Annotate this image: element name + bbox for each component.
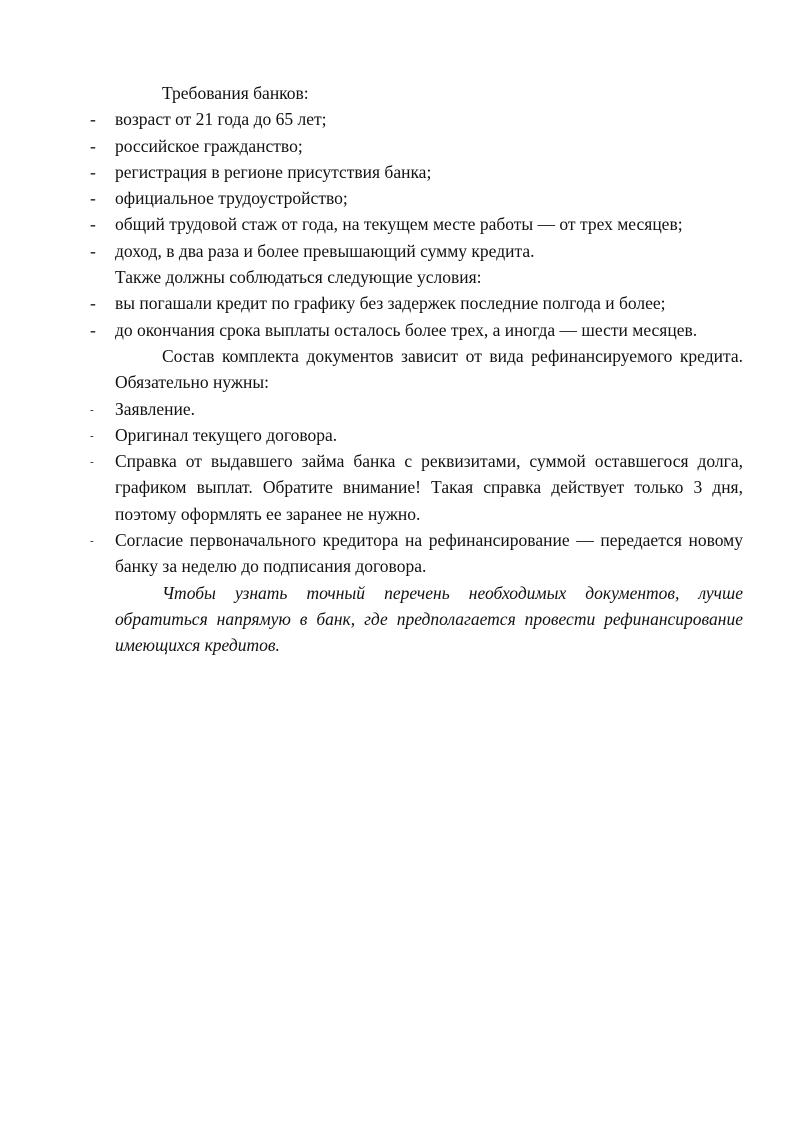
list-item: - регистрация в регионе присутствия банка; [115, 159, 743, 185]
conditions-heading: Также должны соблюдаться следующие условия: [115, 267, 482, 288]
list-item: - до окончания срока выплаты осталось более трех, а иногда — шести месяцев. [115, 317, 743, 343]
documents-intro: Состав комплекта документов зависит от вида рефинансируемого кредита. Обязательно нужны: [115, 345, 743, 393]
documents-list [115, 396, 743, 580]
list-item: - Согласие первоначального кредитора на рефинансирование — передается новому банку за неделю до подписания договора. [115, 527, 743, 580]
bank-requirements-heading: Требования банков: [162, 83, 309, 103]
list-item: - официальное трудоустройство; [115, 185, 743, 211]
document-page [115, 80, 743, 659]
list-item: - Справка от выдавшего займа банка с реквизитами, суммой оставшегося долга, графиком выплат. Обратите внимание! Такая справка действует только 3 дня, поэтому оформлять ее заранее не нужно. [115, 448, 743, 527]
list-item: - общий трудовой стаж от года, на текущем месте работы — от трех месяцев; [115, 211, 743, 237]
list-item: - Оригинал текущего договора. [115, 422, 743, 448]
list-item: - доход, в два раза и более превышающий сумму кредита. [115, 238, 743, 264]
conditions-list [115, 290, 743, 343]
list-item: - вы погашали кредит по графику без задержек последние полгода и более; [115, 290, 743, 316]
closing-note: Чтобы узнать точный перечень необходимых документов, лучше обратиться напрямую в банк, где предполагается провести рефинансирование имеющихся кредитов. [115, 582, 743, 656]
list-item: - российское гражданство; [115, 133, 743, 159]
list-item: - Заявление. [115, 396, 743, 422]
list-item: - возраст от 21 года до 65 лет; [115, 106, 743, 132]
bank-requirements-list [115, 106, 743, 264]
